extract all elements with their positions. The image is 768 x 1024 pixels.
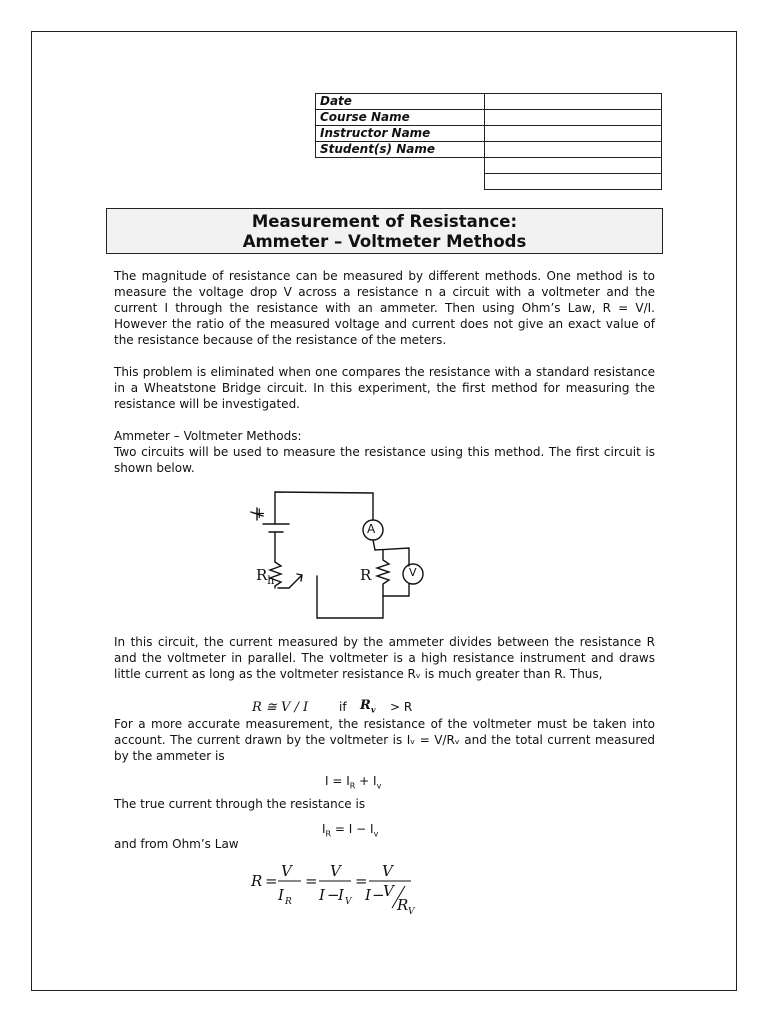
svg-text:V: V [382, 862, 393, 880]
info-row-students-extra-1 [316, 158, 662, 174]
svg-text:V: V [408, 907, 415, 917]
total-current-formula: $I = I_R + I_v$ [325, 774, 382, 791]
voltmeter-label: V [409, 566, 417, 579]
svg-text:I: I [365, 886, 371, 904]
info-table [315, 93, 662, 190]
student-name-value-1[interactable] [485, 142, 662, 158]
condition-rv: $R_v$ [360, 698, 376, 715]
svg-text:V: V [383, 882, 394, 900]
date-value[interactable] [485, 94, 662, 110]
condition-tail: > R [390, 700, 413, 714]
svg-text:−: − [327, 886, 340, 904]
ohms-law-paragraph: and from Ohm’s Law [114, 837, 239, 851]
svg-text:−: − [372, 886, 385, 904]
date-label: Date [316, 94, 485, 110]
svg-text:I: I [319, 886, 325, 904]
condition-if: if [339, 700, 347, 714]
circuit-paragraph: In this circuit, the current measured by the ammeter divides between the resistance R and the voltmeter in parallel. The voltmeter is a high resistance instrument and draws little current as long as the voltmeter resistance Rᵥ is much greater than R. Thus, [114, 635, 655, 681]
intro-paragraph: The magnitude of resistance can be measured by different methods. One method is to measure the voltage drop V across a resistance n a circuit with a voltmeter and the current I through the resistance with an ammeter. Then using Ohm’s Law, R = V/I. However the ratio of the measured voltage and current does not give an exact value of the resistance because of the resistance of the meters. [114, 269, 655, 347]
info-row-date [316, 94, 662, 110]
methods-heading: Ammeter – Voltmeter Methods: [114, 429, 302, 443]
svg-text:I: I [278, 886, 284, 904]
wheatstone-paragraph: This problem is eliminated when one compares the resistance with a standard resistance in a Wheatstone Bridge circuit. In this experiment, the first method for measuring the resistance will be investigated. [114, 365, 655, 411]
resistor-label: R [360, 566, 372, 584]
svg-text:=: = [355, 872, 368, 890]
instructor-name-value[interactable] [485, 126, 662, 142]
svg-text:=: = [305, 872, 318, 890]
svg-text:V: V [345, 897, 352, 907]
methods-paragraph: Two circuits will be used to measure the resistance using this method. The first circuit is shown below. [114, 445, 655, 475]
title-box [106, 208, 663, 254]
true-current-formula: $I_R = I - I_v$ [322, 822, 379, 839]
svg-text:V: V [281, 862, 292, 880]
ohms-law-formula [245, 856, 425, 920]
student-name-value-3[interactable] [485, 174, 662, 190]
ammeter-label: A [367, 522, 376, 536]
info-row-course [316, 110, 662, 126]
students-name-label: Student(s) Name [316, 142, 485, 158]
svg-text:R: R [397, 896, 409, 914]
instructor-name-label: Instructor Name [316, 126, 485, 142]
svg-text:R: R [251, 872, 263, 890]
svg-text:=: = [265, 872, 278, 890]
course-name-value[interactable] [485, 110, 662, 126]
accurate-paragraph: For a more accurate measurement, the resistance of the voltmeter must be taken into account. The current drawn by the voltmeter is Iᵥ = V/Rᵥ and the total current measured by the ammeter is [114, 717, 655, 763]
circuit-plus-label: + [253, 504, 266, 522]
svg-text:I: I [338, 886, 344, 904]
info-row-students-extra-2 [316, 174, 662, 190]
circuit-diagram [245, 486, 435, 621]
svg-text:R: R [285, 897, 292, 907]
title-line-2: Ammeter – Voltmeter Methods [242, 232, 527, 251]
approx-formula: R ≅ V / I [252, 700, 309, 715]
course-name-label: Course Name [316, 110, 485, 126]
info-row-instructor [316, 126, 662, 142]
info-row-students [316, 142, 662, 158]
student-name-value-2[interactable] [485, 158, 662, 174]
title-line-1: Measurement of Resistance: [251, 212, 518, 231]
svg-text:V: V [330, 862, 341, 880]
rheostat-label: $R_h$ [256, 566, 275, 587]
true-current-paragraph: The true current through the resistance is [114, 797, 366, 811]
